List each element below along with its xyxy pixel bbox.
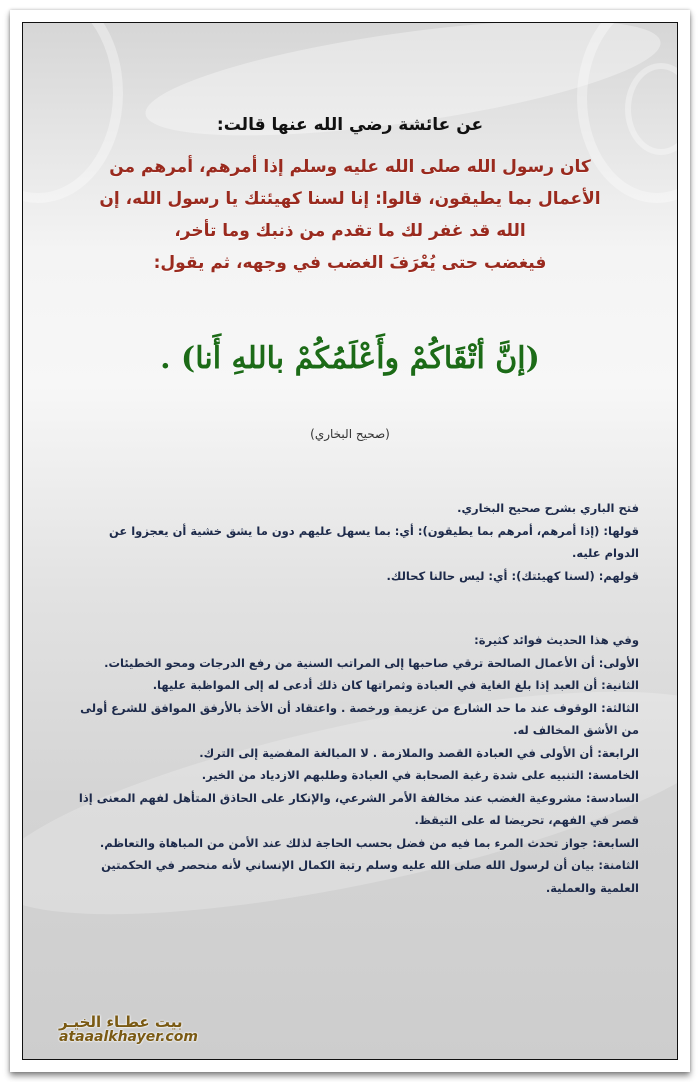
benefit-item: الثالثة: الوقوف عند ما حد الشارع من عزيمة ورخصة . واعتقاد أن الأخذ بالأرفق الموافق للشرع أولى من الأشق المخالف له.: [80, 700, 639, 737]
hadith-line: كان رسول الله صلى الله عليه وسلم إذا أمرهم، أمرهم من: [109, 157, 591, 177]
prophet-quote: (إنَّ أتْقَاكُمْ وأَعْلَمُكُمْ باللهِ أَنا) .: [160, 341, 540, 376]
commentary-fath-al-bari: [73, 497, 639, 587]
hadith-line: فيغضب حتى يُعْرَفَ الغضب في وجهه، ثم يقول:: [153, 253, 547, 273]
logo-arabic-name: بيت عطـاء الخيـر: [59, 1013, 183, 1031]
hadith-source: (صحيح البخاري): [310, 427, 390, 441]
benefit-item: الثامنة: بيان أن لرسول الله صلى الله عليه وسلم رتبة الكمال الإنساني لأنه منحصر في الحكمتين العلمية والعملية.: [101, 858, 639, 895]
hadith-text: [53, 151, 647, 279]
site-logo: [59, 1013, 198, 1045]
content-panel: [22, 22, 678, 1060]
benefit-item: السابعة: جواز تحدث المرء بما فيه من فضل بحسب الحاجة لذلك عند الأمن من المباهاة والتعاظم.: [99, 835, 639, 850]
hadith-line: الله قد غفر لك ما تقدم من ذنبك وما تأخر،: [174, 221, 526, 241]
commentary-line: فتح الباري بشرح صحيح البخاري.: [457, 501, 639, 515]
commentary-line: قولهم: (لسنا كهيئتك): أي: ليس حالنا كحالك.: [386, 568, 639, 583]
benefit-item: الخامسة: التنبيه على شدة رغبة الصحابة في العبادة وطلبهم الازدياد من الخير.: [201, 768, 639, 782]
logo-url: ataaalkhayer.com: [59, 1029, 198, 1045]
benefit-item: الرابعة: أن الأولى في العبادة القصد والملازمة . لا المبالغة المفضية إلى الترك.: [199, 745, 639, 760]
benefits-heading: وفي هذا الحديث فوائد كثيرة:: [474, 633, 639, 647]
card-frame: [10, 10, 690, 1072]
benefit-item: الأولى: أن الأعمال الصالحة ترقي صاحبها إلى المراتب السنية من رفع الدرجات ومحو الخطيئات.: [104, 655, 639, 670]
hadith-narrator-intro: عن عائشة رضي الله عنها قالت:: [216, 115, 484, 135]
commentary-line: قولها: (إذا أمرهم، أمرهم بما يطيقون): أي: بما يسهل عليهم دون ما يشق خشية أن يعجزوا عن الدوام عليه.: [109, 523, 639, 560]
commentary-benefits: [73, 629, 639, 899]
benefit-item: الثانية: أن العبد إذا بلغ الغاية في العبادة وثمراتها كان ذلك أدعى له إلى المواظبة عليها.: [152, 678, 639, 692]
benefit-item: السادسة: مشروعية الغضب عند مخالفة الأمر الشرعي، والإنكار على الحاذق المتأهل لفهم المعنى إذا قصر في الفهم، تحريضا له على التيقظ.: [78, 790, 639, 827]
hadith-line: الأعمال بما يطيقون، قالوا: إنا لسنا كهيئتك يا رسول الله، إن: [99, 189, 601, 209]
